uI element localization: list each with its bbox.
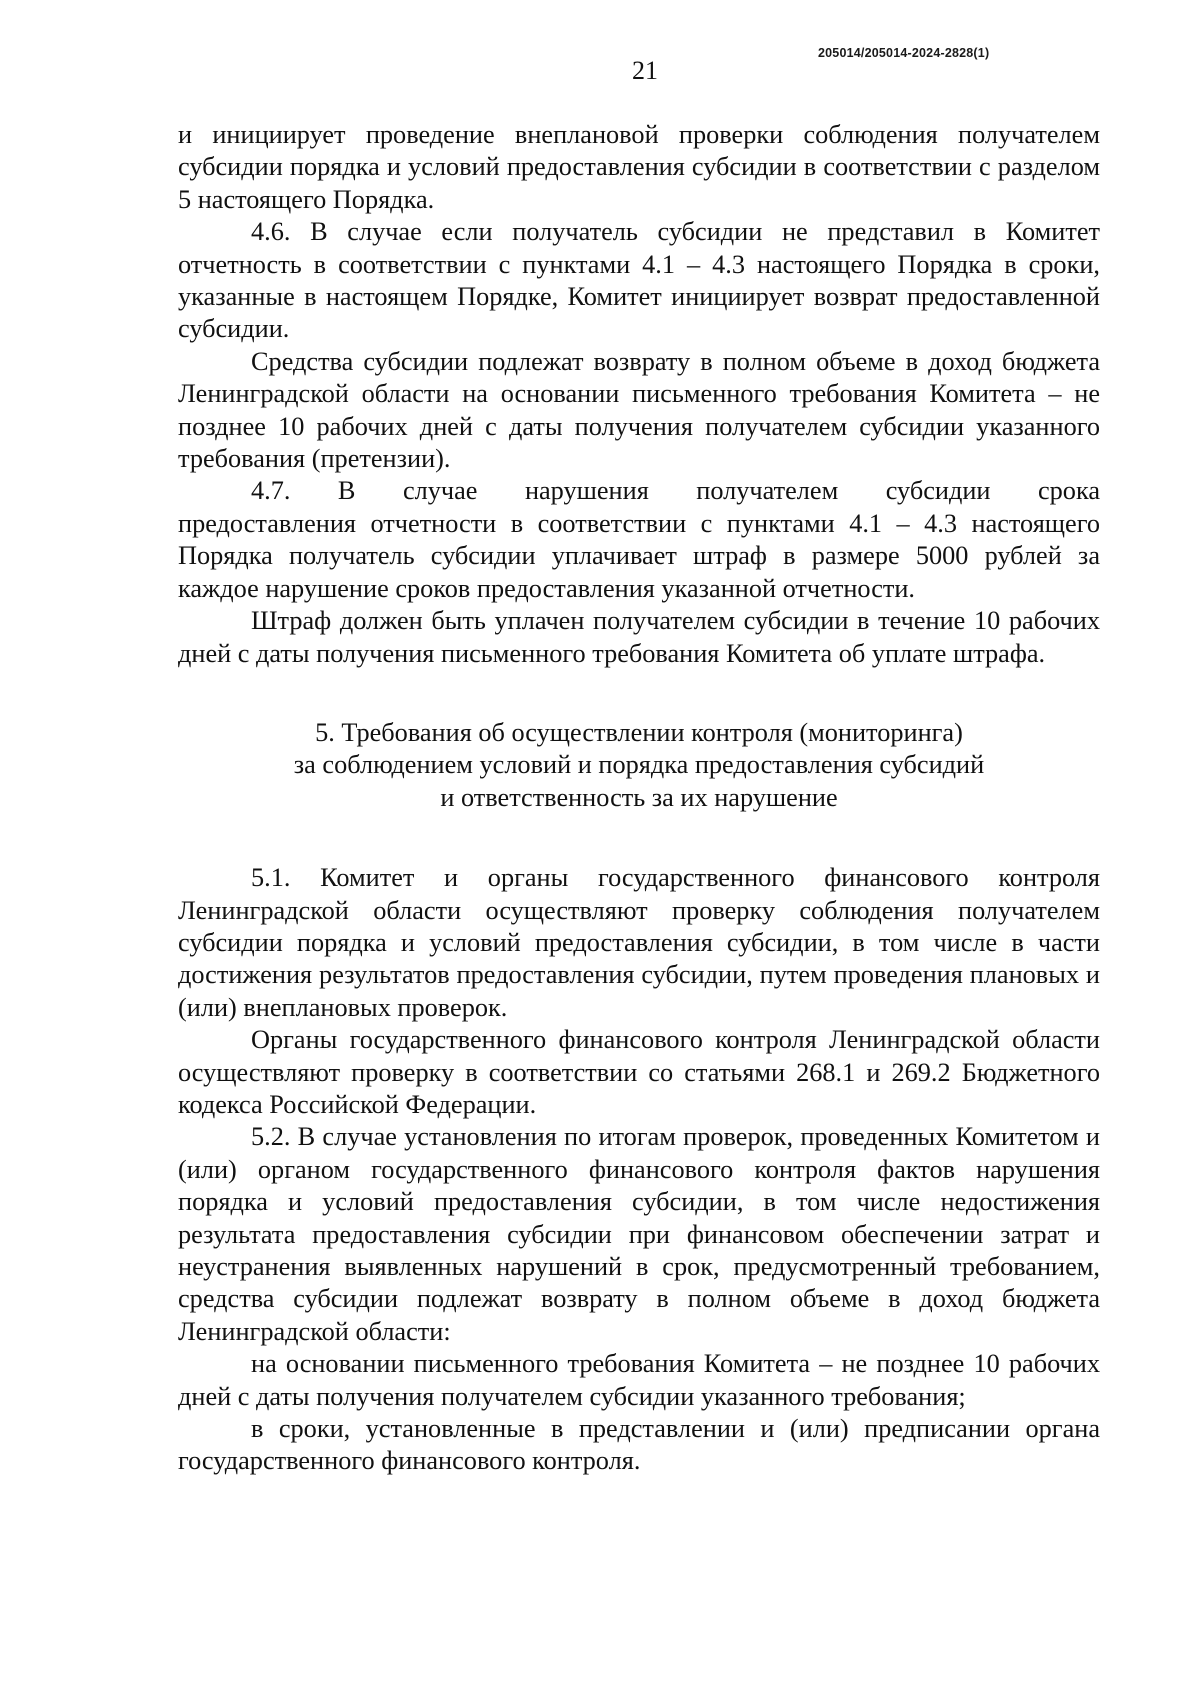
paragraph-continuation: и инициирует проведение внеплановой проверки соблюдения получателем субсидии порядка и условий предоставления субсидии в соответствии с разделом 5 настоящего Порядка.: [178, 120, 1100, 214]
paragraph-fine-payment: Штраф должен быть уплачен получателем субсидии в течение 10 рабочих дней с даты получения письменного требования Комитета об уплате штрафа.: [178, 606, 1100, 668]
page-number: 21: [632, 56, 658, 85]
paragraph-4-7-first-line: 4.7. В случае нарушения получателем субсидии срока: [251, 476, 1100, 506]
section-heading-line: и ответственность за их нарушение: [440, 782, 838, 812]
section-heading-line: 5. Требования об осуществлении контроля (мониторинга): [315, 717, 963, 747]
paragraph-5-2: 5.2. В случае установления по итогам проверок, проведенных Комитетом и (или) органом государственного финансового контроля фактов нарушения порядка и условий предоставления субсидии, в том числе недостижения результата предоставления субсидии при финансовом обеспечении затрат и неустранения выявленных нарушений в срок, предусмотренный требованием, средства субсидии подлежат возврату в полном объеме в доход бюджета Ленинградской области:: [178, 1122, 1100, 1346]
paragraph-control-bodies: Органы государственного финансового контроля Ленинградской области осуществляют проверку в соответствии со статьями 268.1 и 269.2 Бюджетного кодекса Российской Федерации.: [178, 1025, 1100, 1119]
paragraph-refund-by-request: на основании письменного требования Комитета – не позднее 10 рабочих дней с даты получения получателем субсидии указанного требования;: [178, 1349, 1100, 1411]
paragraph-5-1: 5.1. Комитет и органы государственного финансового контроля Ленинградской области осуществляют проверку соблюдения получателем субсидии порядка и условий предоставления субсидии, в том числе в части достижения результатов предоставления субсидии, путем проведения плановых и (или) внеплановых проверок.: [178, 863, 1100, 1022]
paragraph-4-6: 4.6. В случае если получатель субсидии не представил в Комитет отчетность в соответствии с пунктами 4.1 – 4.3 настоящего Порядка в сроки, указанные в настоящем Порядке, Комитет инициирует возврат предоставленной субсидии.: [178, 217, 1100, 344]
paragraph-refund-terms: Средства субсидии подлежат возврату в полном объеме в доход бюджета Ленинградской области на основании письменного требования Комитета – не позднее 10 рабочих дней с даты получения получателем субсидии указанного требования (претензии).: [178, 346, 1100, 474]
section-5-heading: [178, 717, 1100, 814]
paragraph-4-7-body: предоставления отчетности в соответствии с пунктами 4.1 – 4.3 настоящего Порядка получатель субсидии уплачивает штраф в размере 5000 рублей за каждое нарушение сроков предоставления указанной отчетности.: [178, 508, 1100, 603]
document-body: [178, 119, 1100, 1478]
document-id: 205014/205014-2024-2828(1): [818, 46, 990, 60]
paragraph-refund-by-order: в сроки, установленные в представлении и (или) предписании органа государственного финансового контроля.: [178, 1414, 1100, 1476]
section-heading-line: за соблюдением условий и порядка предоставления субсидий: [293, 750, 985, 780]
